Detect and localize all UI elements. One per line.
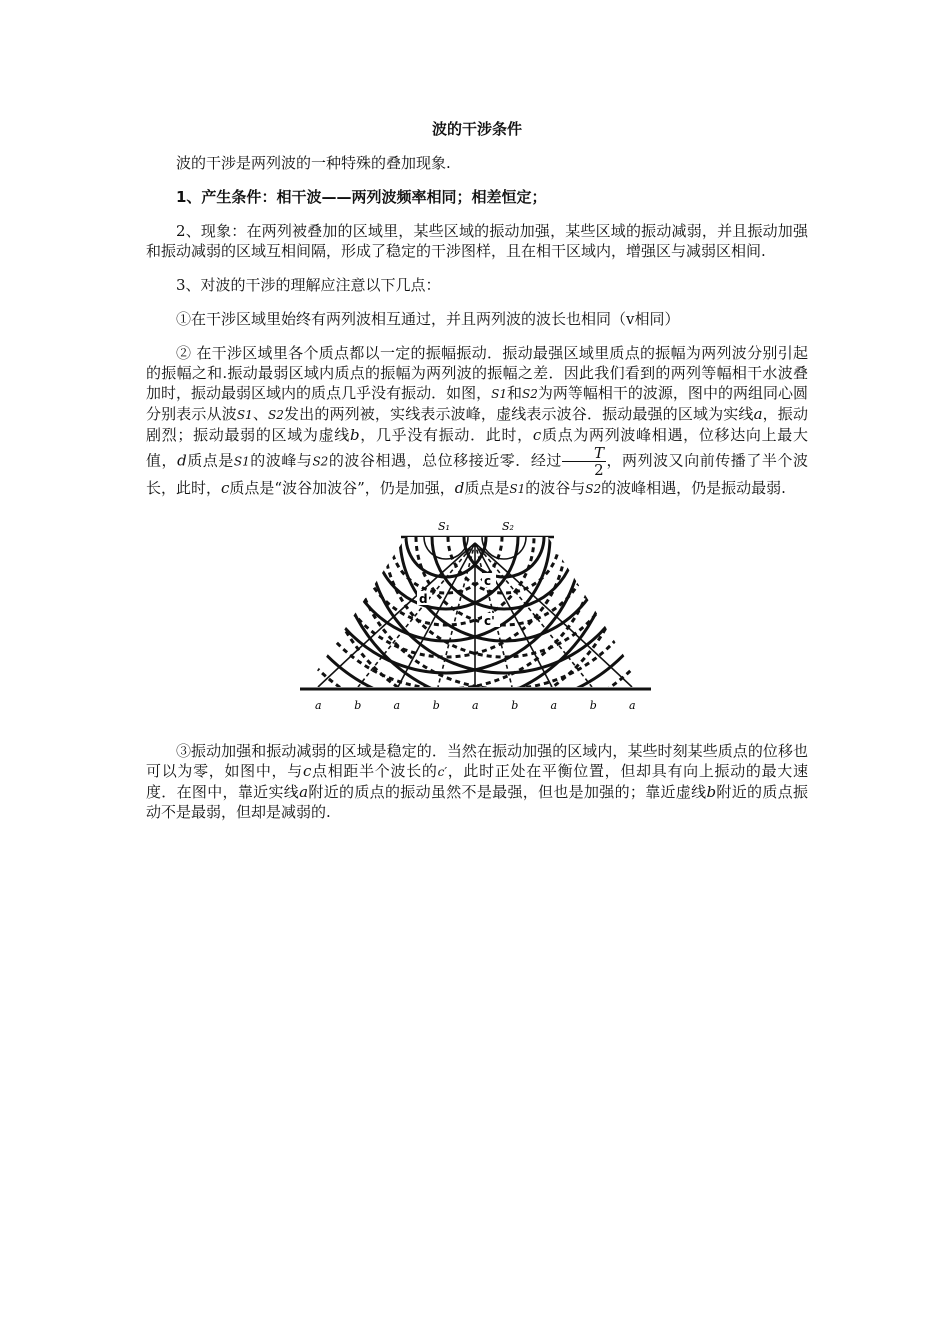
symbol-s1: S1 xyxy=(509,482,526,496)
bottom-label: b xyxy=(432,699,440,712)
bottom-label: b xyxy=(589,699,597,712)
paragraph-intro: 波的干涉是两列波的一种特殊的叠加现象. xyxy=(176,154,451,172)
symbol-s1: S1 xyxy=(236,408,253,422)
paragraph-point-1: ①在干涉区域里始终有两列波相互通过，并且两列波的波长也相同（v相同） xyxy=(176,310,680,328)
symbol-s1: S1 xyxy=(233,454,250,469)
symbol-s2: S2 xyxy=(522,387,538,401)
interference-figure xyxy=(146,513,808,723)
page-title: 波的干涉条件 xyxy=(431,120,522,138)
bottom-label: a xyxy=(472,699,479,712)
symbol-s2: S2 xyxy=(268,408,284,422)
symbol-s2: S2 xyxy=(312,454,329,469)
label-point-d: d xyxy=(419,592,428,606)
symbol-c-prime: c′ xyxy=(437,765,448,779)
bottom-label: b xyxy=(354,699,362,712)
label-point-c-prime: c' xyxy=(484,614,495,628)
fraction-t-over-2: $\frac{T}{2}$ xyxy=(562,445,606,478)
document-page xyxy=(146,118,808,836)
bottom-label: a xyxy=(393,699,401,712)
bottom-label: a xyxy=(550,699,558,712)
paragraph-phenomenon: 2、现象：在两列被叠加的区域里，某些区域的振动加强，某些区域的振动减弱，并且振动加强和振动减弱的区域互相间隔，形成了稳定的干涉图样，且在相干区域内，增强区与减弱区相间. xyxy=(146,222,808,260)
wave-field xyxy=(296,537,656,721)
paragraph-point-3: ③振动加强和振动减弱的区域是稳定的．当然在振动加强的区域内，某些时刻某些质点的位移也可以为零，如图中，与c点相距半个波长的c′，此时正处在平衡位置，但却具有向上振动的最大速度．在图中，靠近实线a附近的质点的振动虽然不是最强，但也是加强的；靠近虚线b附近的质点振动不是最弱，但却是减弱的. xyxy=(146,742,808,821)
paragraph-notes-heading: 3、对波的干涉的理解应注意以下几点： xyxy=(176,276,441,294)
symbol-s2: S2 xyxy=(585,482,602,496)
label-point-c: c xyxy=(484,574,492,588)
bottom-label: a xyxy=(629,699,636,712)
interference-diagram xyxy=(296,513,656,723)
bottom-labels xyxy=(315,699,636,712)
label-s2: S₂ xyxy=(502,520,514,533)
paragraph-condition: 1、产生条件：相干波——两列波频率相同；相差恒定； xyxy=(176,188,547,206)
label-s1: S₁ xyxy=(438,520,450,533)
paragraph-point-2: ② 在干涉区域里各个质点都以一定的振幅振动．振动最强区域里质点的振幅为两列波分别引起的振幅之和.振动最弱区域内质点的振幅为两列波的振幅之差．因此我们看到的两列等幅相干水波叠加时，振动最弱区域内的质点几乎没有振动．如图，S1和S2为两等幅相干的波源，图中的两组同心圆分别表示从波S1、S2发出的两列被，实线表示波峰，虚线表示波谷．振动最强的区域为实线a，振动剧烈；振动最弱的区域为虚线b，几乎没有振动．此时，c质点为两列波峰相遇，位移达向上最大值，d质点是S1的波峰与S2的波谷相遇，总位移接近零．经过 $\frac{T}{2}$ ，两列波又向前传播了半个波长，此时，c质点是“波谷加波谷”，仍是加强，d质点是S1的波谷与S2的波峰相遇，仍是振动最弱. xyxy=(146,344,808,497)
bottom-label: b xyxy=(511,699,519,712)
symbol-s1: S1 xyxy=(491,387,507,401)
bottom-label: a xyxy=(315,699,322,712)
